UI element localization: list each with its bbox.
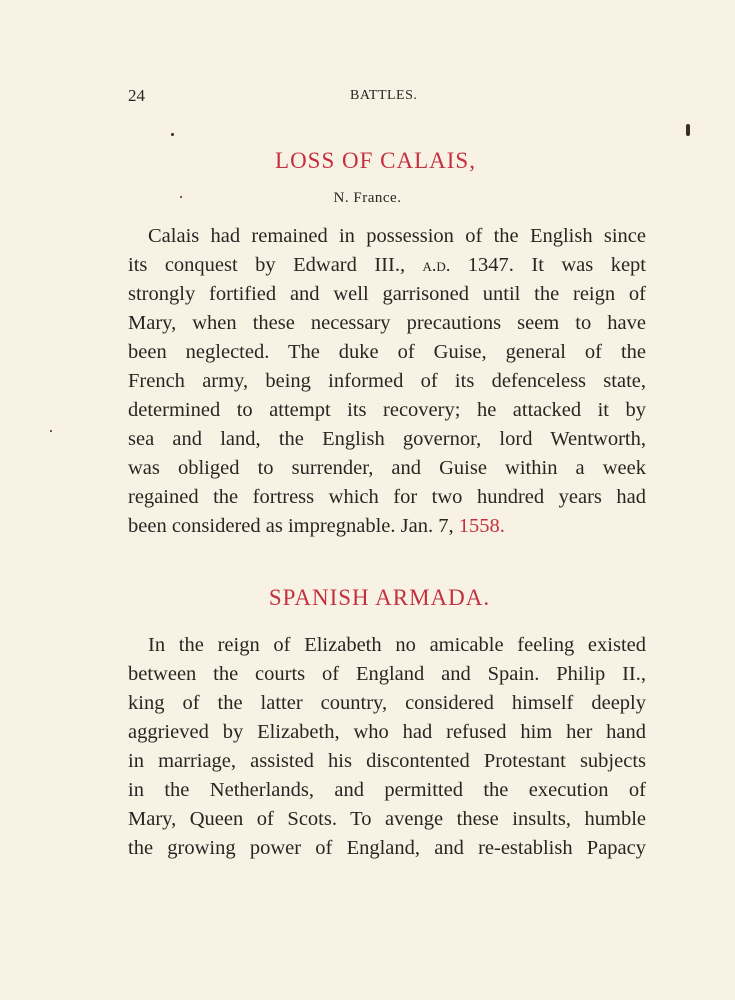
- text-line: was obliged to surrender, and Guise within a week: [128, 457, 646, 479]
- text-line: aggrieved by Elizabeth, who had refused him her hand: [128, 721, 646, 743]
- text-line: been neglected. The duke of Guise, general of the: [128, 341, 646, 363]
- text-line: Mary, when these necessary precautions seem to have: [128, 312, 646, 334]
- text-line: sea and land, the English governor, lord Wentworth,: [128, 428, 646, 450]
- text-line: Calais had remained in possession of the English since: [148, 225, 646, 247]
- paragraph-loss-of-calais: [128, 222, 646, 541]
- running-head: [128, 86, 648, 110]
- section-title-spanish-armada: SPANISH ARMADA.: [268, 585, 491, 610]
- paper-speck: [180, 196, 182, 198]
- page-number: 24: [128, 86, 145, 105]
- text-line: between the courts of England and Spain. Philip II.,: [128, 663, 646, 685]
- era-abbreviation: a.d.: [422, 255, 451, 275]
- year-highlight: 1558.: [458, 515, 505, 537]
- text-line: determined to attempt its recovery; he attacked it by: [128, 399, 646, 421]
- text-line: French army, being informed of its defenceless state,: [128, 370, 646, 392]
- paper-speck: [50, 430, 52, 432]
- section-title-loss-of-calais: LOSS OF CALAIS,: [275, 148, 476, 173]
- text-line: [128, 512, 646, 541]
- paper-speck: [686, 124, 690, 136]
- text-line: in the Netherlands, and permitted the execution of: [128, 779, 646, 801]
- text-line: In the reign of Elizabeth no amicable feeling existed: [148, 634, 646, 656]
- text-line: king of the latter country, considered himself deeply: [128, 692, 646, 714]
- section-subtitle-location: N. France.: [333, 190, 402, 206]
- text-line: regained the fortress which for two hundred years had: [128, 486, 646, 508]
- text-line: Mary, Queen of Scots. To avenge these insults, humble: [128, 808, 646, 830]
- text-run: 1347. It was kept: [467, 254, 647, 276]
- text-line: the growing power of England, and re-establish Papacy: [128, 837, 646, 859]
- text-run: its conquest by Edward III.,: [128, 254, 406, 276]
- text-line: [128, 251, 646, 280]
- text-line: strongly fortified and well garrisoned until the reign of: [128, 283, 646, 305]
- text-line: in marriage, assisted his discontented Protestant subjects: [128, 750, 646, 772]
- text-run: been considered as impregnable. Jan. 7,: [128, 515, 454, 537]
- paper-speck: [171, 133, 174, 136]
- paragraph-spanish-armada: [128, 631, 646, 863]
- running-title: BATTLES.: [350, 88, 418, 103]
